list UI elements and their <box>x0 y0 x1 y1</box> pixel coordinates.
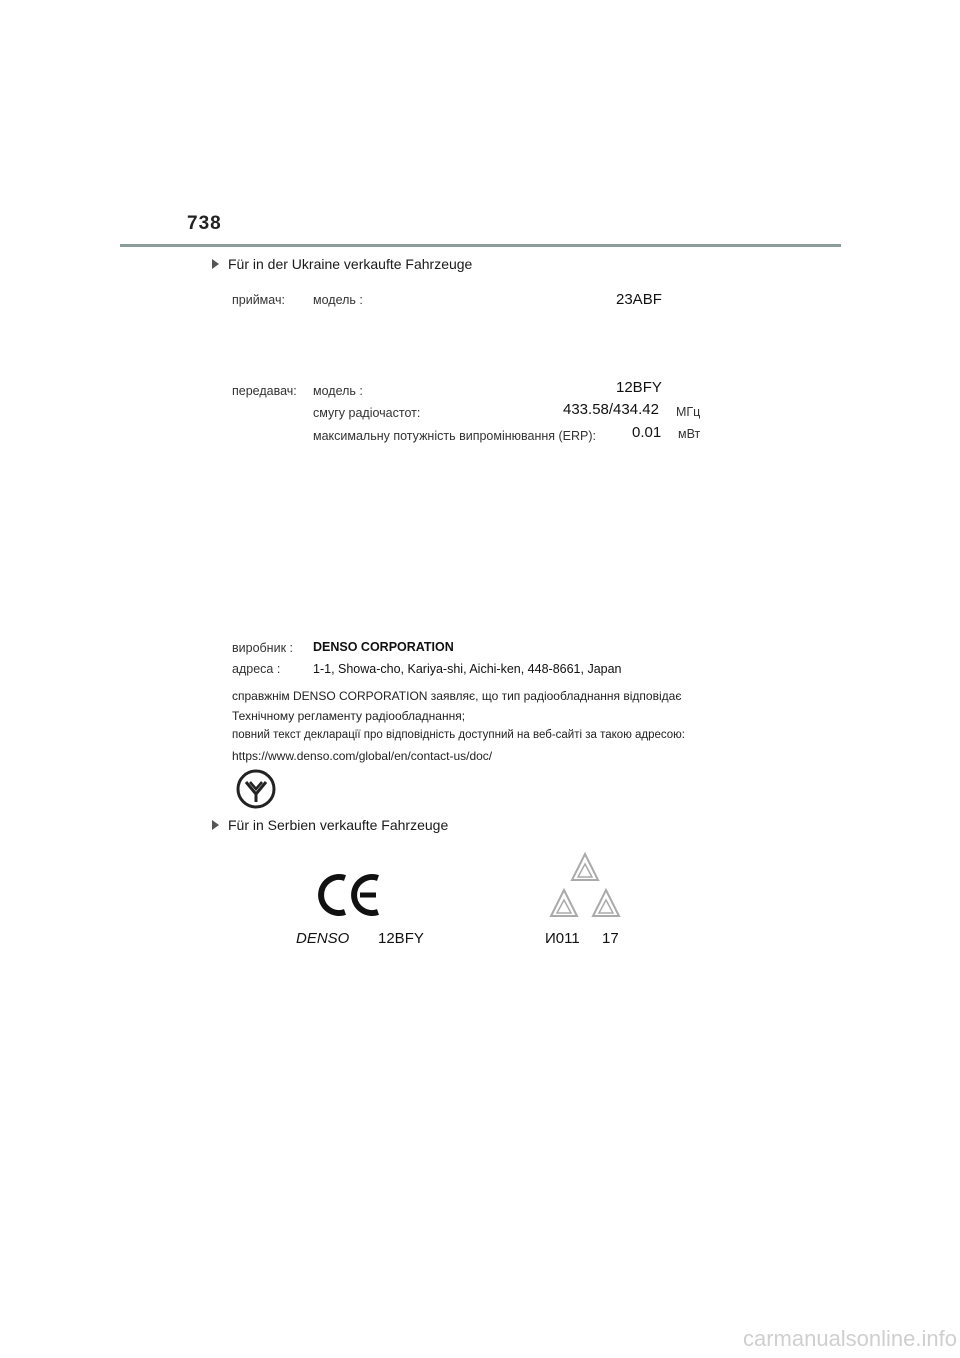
serbia-heading-text: Für in Serbien verkaufte Fahrzeuge <box>228 817 449 833</box>
bullet-triangle-icon <box>212 820 219 830</box>
declaration-url: https://www.denso.com/global/en/contact-us/doc/ <box>232 749 493 763</box>
receiver-label: приймач: <box>232 293 285 307</box>
transmitter-model-value: 12BFY <box>616 379 662 396</box>
band-unit: МГц <box>676 405 701 419</box>
page-number: 738 <box>187 213 222 234</box>
ce-mark-icon <box>318 872 382 918</box>
power-label: максимальну потужність випромінювання (ERP): <box>313 429 597 443</box>
brand-label: DENSO <box>296 930 350 947</box>
ukrainian-conformity-mark-icon <box>235 768 277 810</box>
declaration-line-1: справжнім DENSO CORPORATION заявляє, що тип радіообладнання відповідає <box>232 689 682 703</box>
manufacturer-label: виробник : <box>232 641 293 655</box>
bullet-triangle-icon <box>212 259 219 269</box>
serbian-conformity-triangles-icon <box>545 852 625 922</box>
declaration-line-3: повний текст декларації про відповідність доступний на веб-сайті за такою адресою: <box>232 729 686 741</box>
power-value: 0.01 <box>632 424 662 441</box>
serbia-model-label: 12BFY <box>378 930 424 947</box>
band-label: смугу радіочастот: <box>313 406 421 420</box>
ukraine-heading-text: Für in der Ukraine verkaufte Fahrzeuge <box>228 256 473 272</box>
band-value: 433.58/434.42 <box>563 401 659 418</box>
watermark: carmanualsonline.info <box>742 1326 957 1351</box>
power-unit: мВт <box>678 427 701 441</box>
receiver-model-label: модель : <box>313 293 363 307</box>
manufacturer-value: DENSO CORPORATION <box>313 640 454 654</box>
cert-code-label: И011 <box>545 930 580 947</box>
header-rule <box>120 244 841 247</box>
declaration-line-2: Технічному регламенту радіообладнання; <box>232 709 466 723</box>
address-value: 1-1, Showa-cho, Kariya-shi, Aichi-ken, 448-8661, Japan <box>313 662 622 676</box>
cert-year-label: 17 <box>602 930 619 947</box>
address-label: адреса : <box>232 662 281 676</box>
receiver-model-value: 23ABF <box>616 291 662 308</box>
transmitter-label: передавач: <box>232 384 297 398</box>
serbia-section-heading <box>212 817 448 833</box>
transmitter-model-label: модель : <box>313 384 363 398</box>
ukraine-section-heading <box>212 256 472 272</box>
